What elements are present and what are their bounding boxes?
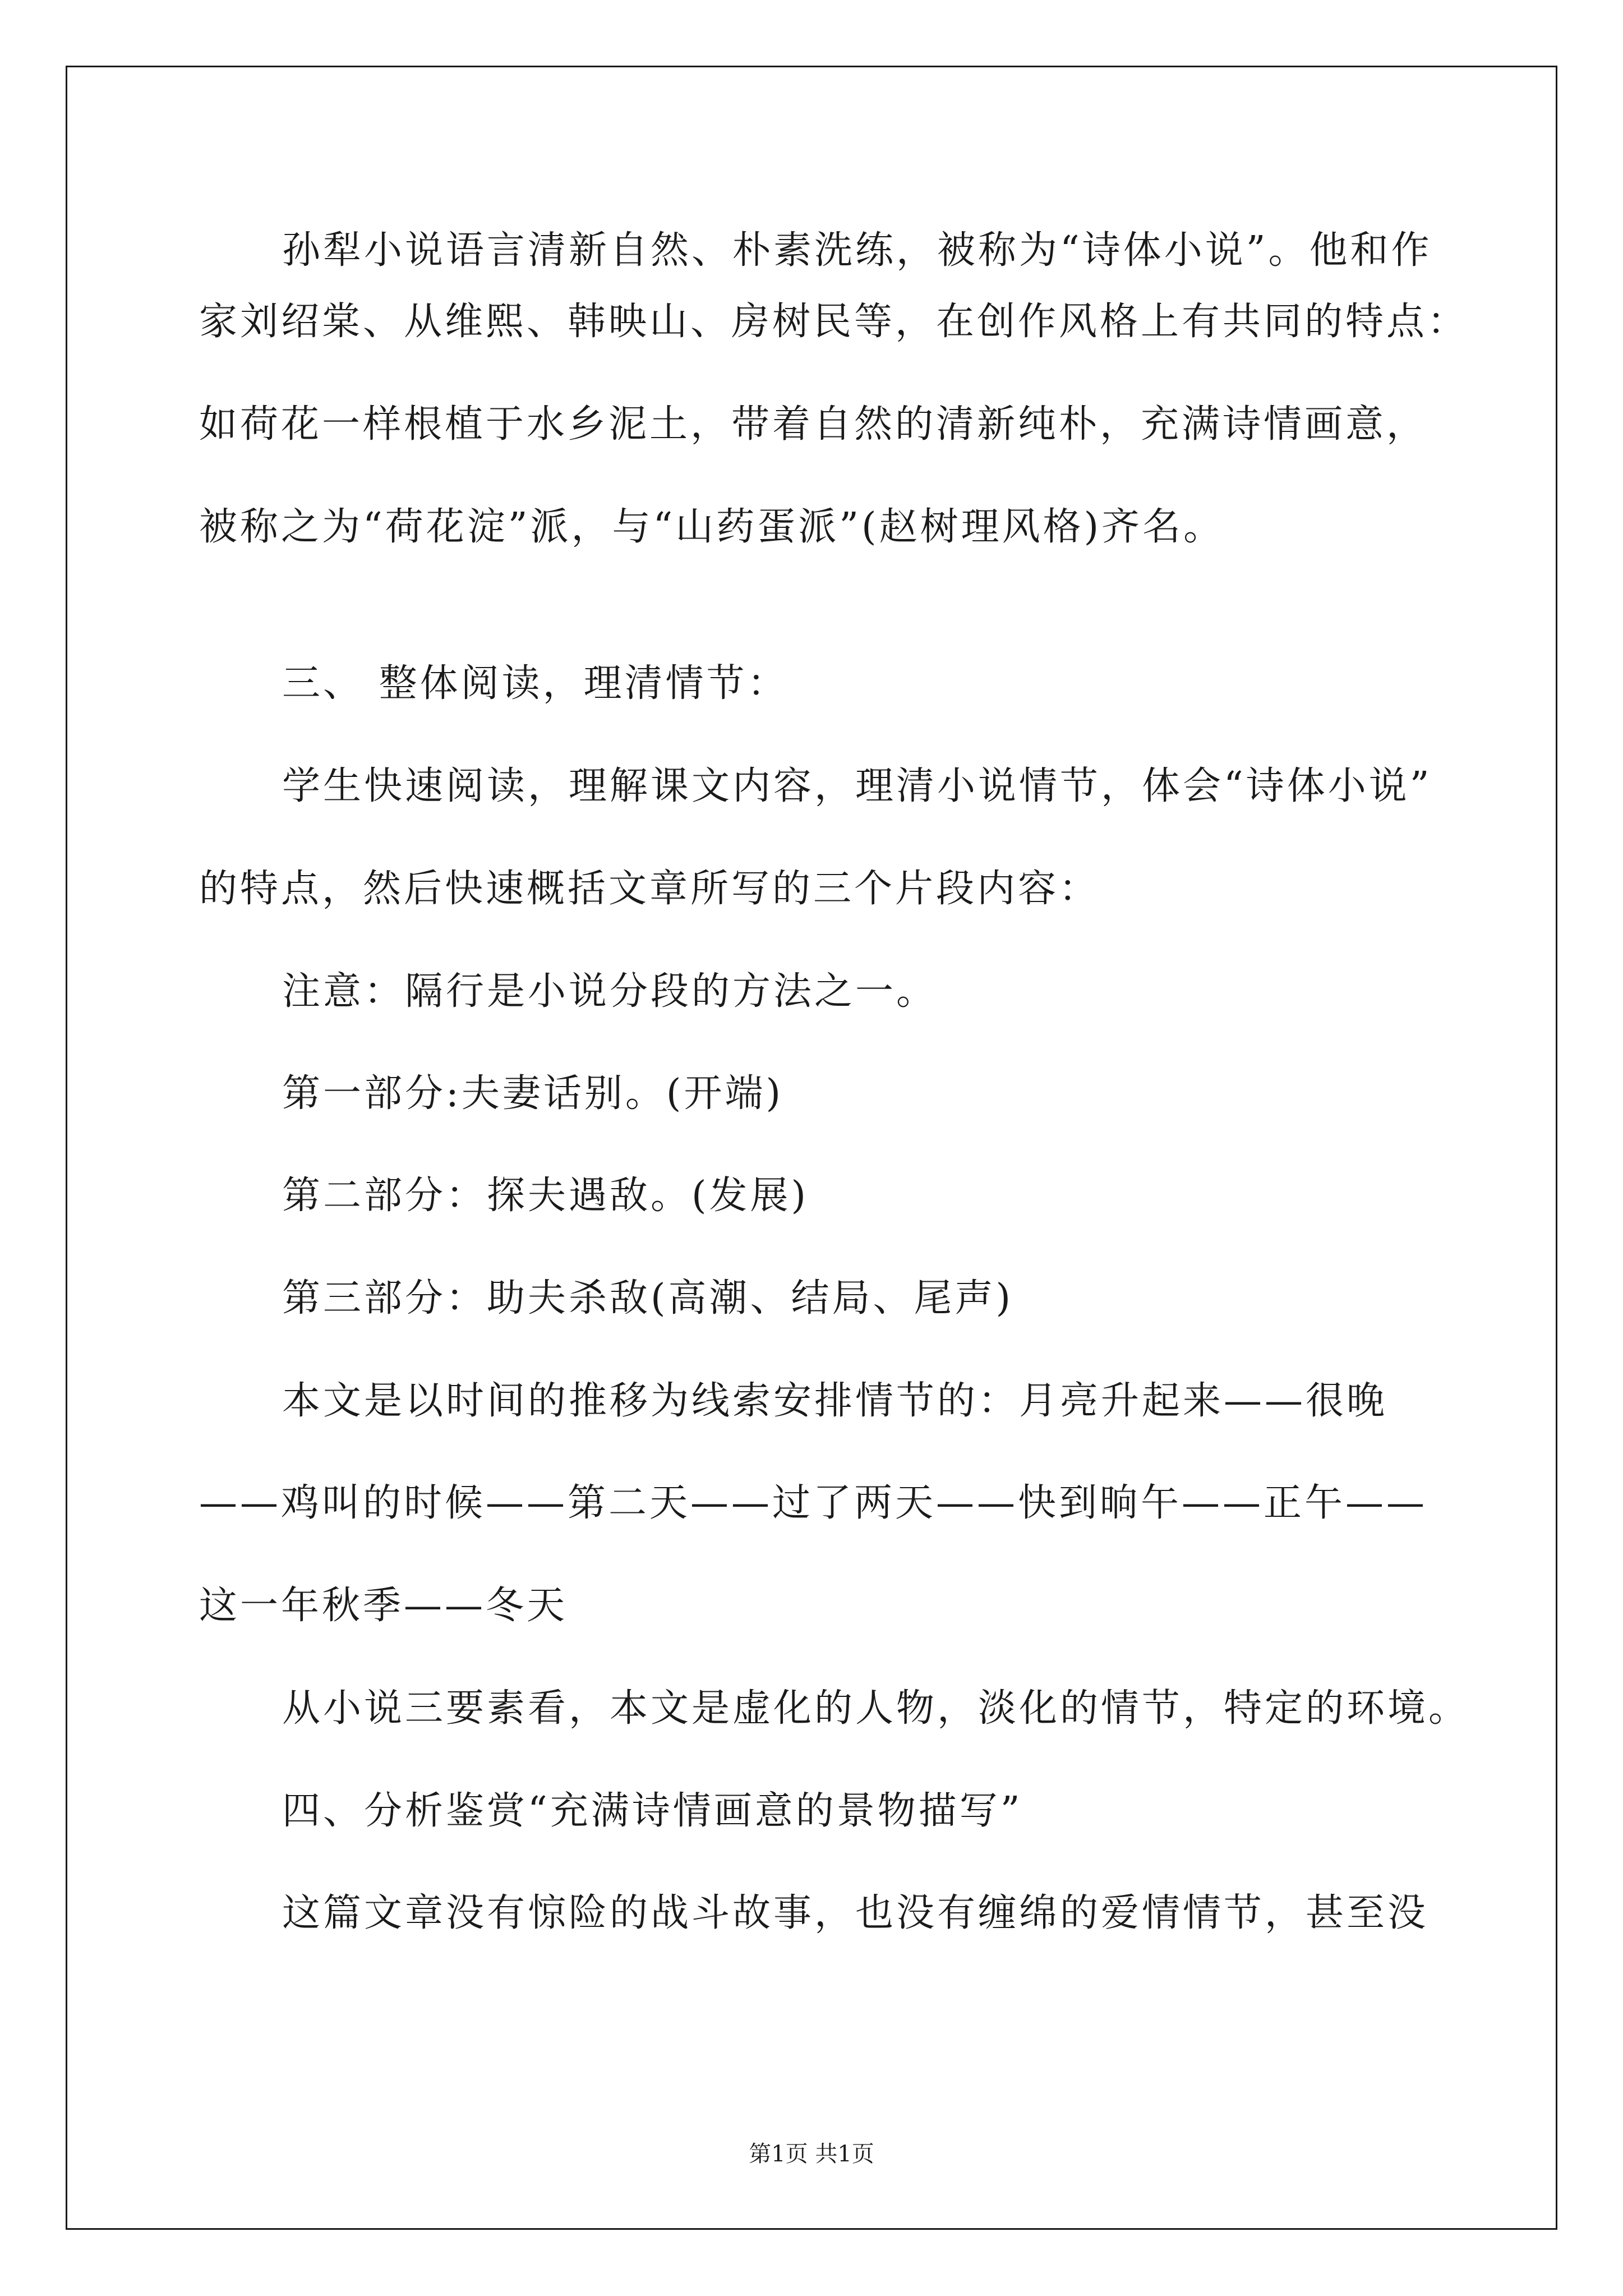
paragraph-line: 第二部分：探夫遇敌。(发展) xyxy=(282,1174,809,1218)
paragraph-line: 如荷花一样根植于水乡泥土，带着自然的清新纯朴，充满诗情画意， xyxy=(199,402,1428,447)
paragraph-line: 孙犁小说语言清新自然、朴素洗练，被称为“诗体小说”。他和作 xyxy=(282,228,1432,273)
paragraph-line: 第一部分:夫妻话别。(开端) xyxy=(282,1071,783,1116)
section-heading: 四、分析鉴赏“充满诗情画意的景物描写” xyxy=(282,1789,1023,1833)
paragraph-line: ——鸡叫的时候——第二天——过了两天——快到晌午——正午—— xyxy=(199,1481,1428,1525)
paragraph-line: 这一年秋季——冬天 xyxy=(199,1584,568,1628)
paragraph-line: 注意：隔行是小说分段的方法之一。 xyxy=(282,969,938,1014)
paragraph-line: 家刘绍棠、从维熙、韩映山、房树民等，在创作风格上有共同的特点： xyxy=(199,300,1469,344)
paragraph-line: 第三部分：助夫杀敌(高潮、结局、尾声) xyxy=(282,1276,1014,1320)
section-heading: 三、 整体阅读，理清情节： xyxy=(282,661,789,706)
paragraph-line: 学生快速阅读，理解课文内容，理清小说情节，体会“诗体小说” xyxy=(282,764,1432,808)
page-footer: 第1页 共1页 xyxy=(749,2141,874,2167)
paragraph-line: 这篇文章没有惊险的战斗故事，也没有缠绵的爱情情节，甚至没 xyxy=(282,1891,1429,1935)
paragraph-line: 本文是以时间的推移为线索安排情节的：月亮升起来——很晚 xyxy=(282,1379,1388,1423)
paragraph-line: 的特点，然后快速概括文章所写的三个片段内容： xyxy=(199,867,1100,911)
paragraph-line: 从小说三要素看，本文是虚化的人物，淡化的情节，特定的环境。 xyxy=(282,1686,1470,1731)
paragraph-line: 被称之为“荷花淀”派，与“山药蛋派”(赵树理风格)齐名。 xyxy=(199,505,1225,549)
